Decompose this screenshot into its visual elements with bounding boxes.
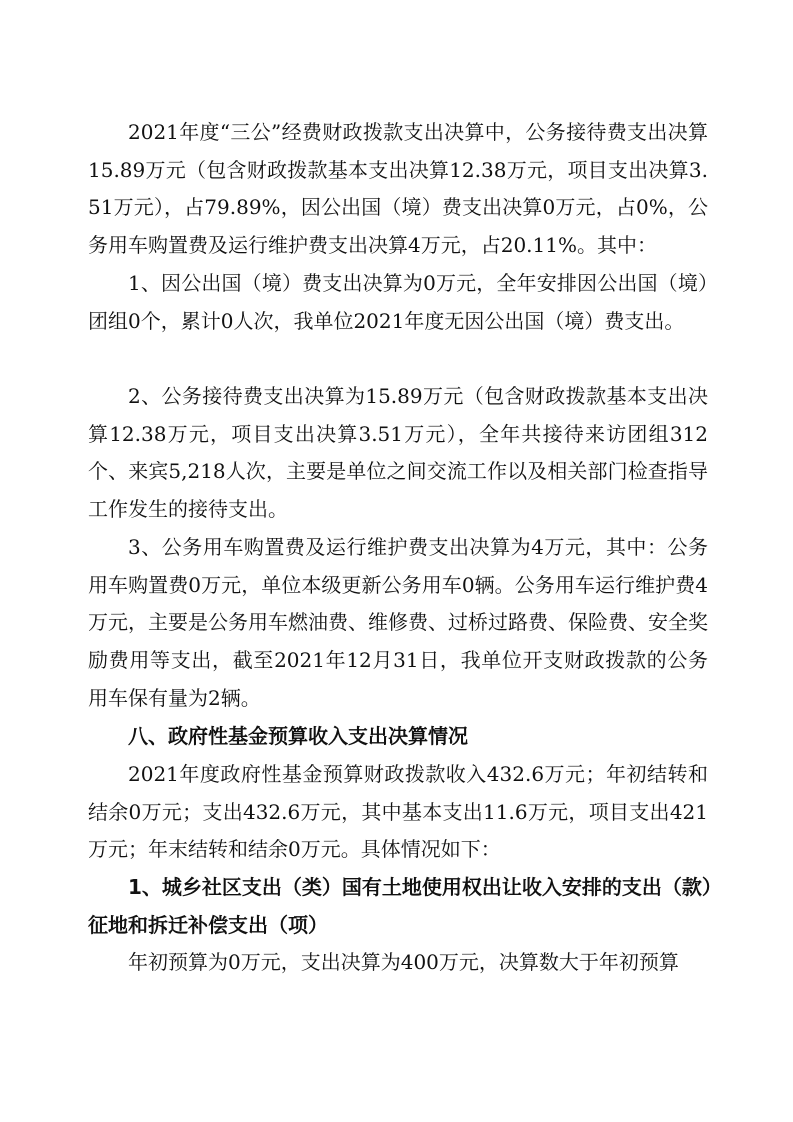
- paragraph-overseas-travel: 1、因公出国（境）费支出决算为0万元，全年安排因公出国（境）团组0个，累计0人次，我单位2021年度无因公出国（境）费支出。: [88, 271, 708, 333]
- paragraph-reception: 2、公务接待费支出决算为15.89万元（包含财政拨款基本支出决算12.38万元，项目支出决算3.51万元），全年共接待来访团组312个、来宾5,218人次，主要是单位之间交流工作以及相关部门检查指导工作发生的接待支出。: [88, 384, 708, 522]
- paragraph-vehicles: 3、公务用车购置费及运行维护费支出决算为4万元，其中：公务用车购置费0万元，单位本级更新公务用车0辆。公务用车运行维护费4万元，主要是公务用车燃油费、维修费、过桥过路费、保险费、安全奖励费用等支出，截至2021年12月31日，我单位开支财政拨款的公务用车保有量为2辆。: [88, 535, 708, 710]
- paragraph-budget-comparison: 年初预算为0万元，支出决算为400万元，决算数大于年初预算: [128, 950, 679, 974]
- paragraph-sangong-summary: 2021年度“三公”经费财政拨款支出决算中，公务接待费支出决算15.89万元（包含财政拨款基本支出决算12.38万元，项目支出决算3.51万元），占79.89%，因公出国（境）费支出决算0万元，占0%，公务用车购置费及运行维护费支出决算4万元，占20.11%。其中：: [88, 120, 708, 258]
- section-heading-government-fund: 八、政府性基金预算收入支出决算情况: [128, 724, 468, 748]
- paragraph-government-fund: 2021年度政府性基金预算财政拨款收入432.6万元；年初结转和结余0万元；支出432.6万元，其中基本支出11.6万元，项目支出421万元；年末结转和结余0万元。具体情况如下：: [88, 762, 708, 862]
- subsection-heading-land-compensation: 1、城乡社区支出（类）国有土地使用权出让收入安排的支出（款）征地和拆迁补偿支出（项）: [88, 875, 712, 937]
